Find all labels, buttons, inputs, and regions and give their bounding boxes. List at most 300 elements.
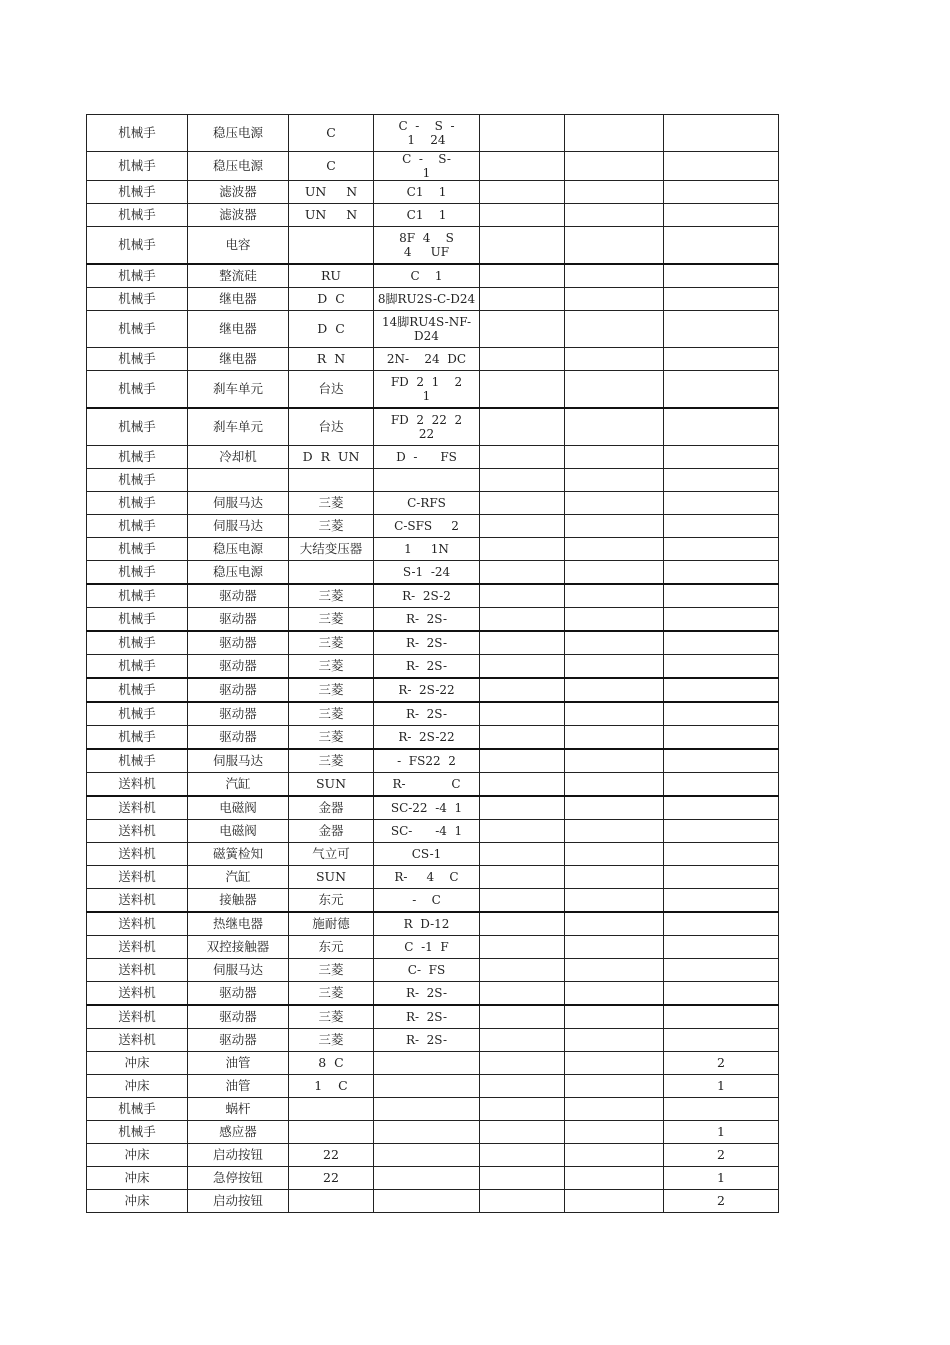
empty-cell: [480, 936, 565, 959]
qty-cell: [664, 726, 779, 750]
empty-cell: [565, 678, 664, 702]
brand-cell: 1 C: [289, 1075, 374, 1098]
table-row: [87, 936, 779, 959]
machine-cell: 机械手: [87, 608, 188, 632]
qty-cell: [664, 538, 779, 561]
brand-cell: C: [289, 115, 374, 152]
empty-cell: [565, 1144, 664, 1167]
empty-cell: [565, 1190, 664, 1213]
brand-cell: 三菱: [289, 608, 374, 632]
empty-cell: [480, 492, 565, 515]
table-row: [87, 515, 779, 538]
table-row: [87, 538, 779, 561]
empty-cell: [565, 982, 664, 1006]
qty-cell: [664, 181, 779, 204]
machine-cell: 送料机: [87, 866, 188, 889]
spec-cell: [374, 1052, 480, 1075]
item-cell: 稳压电源: [188, 152, 289, 181]
spec-cell: R- 2S-2: [374, 584, 480, 608]
spec-cell: [374, 1098, 480, 1121]
spec-cell: C- FS: [374, 959, 480, 982]
empty-cell: [480, 115, 565, 152]
empty-cell: [565, 152, 664, 181]
item-cell: 驱动器: [188, 678, 289, 702]
item-cell: 伺服马达: [188, 749, 289, 773]
item-cell: 稳压电源: [188, 115, 289, 152]
qty-cell: [664, 348, 779, 371]
table-row: [87, 678, 779, 702]
spec-cell: R D-12: [374, 912, 480, 936]
empty-cell: [565, 936, 664, 959]
machine-cell: 机械手: [87, 631, 188, 655]
brand-cell: 东元: [289, 889, 374, 913]
spec-cell: [374, 1075, 480, 1098]
item-cell: 伺服马达: [188, 959, 289, 982]
empty-cell: [565, 959, 664, 982]
item-cell: 稳压电源: [188, 538, 289, 561]
machine-cell: 送料机: [87, 820, 188, 843]
brand-cell: 22: [289, 1144, 374, 1167]
empty-cell: [565, 912, 664, 936]
brand-cell: R N: [289, 348, 374, 371]
table-row: [87, 631, 779, 655]
machine-cell: 送料机: [87, 936, 188, 959]
spec-cell: - C: [374, 889, 480, 913]
machine-cell: 送料机: [87, 889, 188, 913]
table-row: [87, 1005, 779, 1029]
spec-cell: R- C: [374, 773, 480, 797]
qty-cell: [664, 820, 779, 843]
empty-cell: [480, 1190, 565, 1213]
empty-cell: [480, 1121, 565, 1144]
qty-cell: 2: [664, 1190, 779, 1213]
table-row: [87, 889, 779, 913]
qty-cell: [664, 1098, 779, 1121]
table-row: [87, 1052, 779, 1075]
qty-cell: [664, 631, 779, 655]
spec-cell: [374, 1121, 480, 1144]
qty-cell: [664, 749, 779, 773]
table-row: [87, 288, 779, 311]
machine-cell: 机械手: [87, 584, 188, 608]
empty-cell: [480, 181, 565, 204]
spec-cell: [374, 1144, 480, 1167]
table-row: [87, 469, 779, 492]
qty-cell: [664, 515, 779, 538]
empty-cell: [480, 982, 565, 1006]
empty-cell: [480, 1075, 565, 1098]
item-cell: 接触器: [188, 889, 289, 913]
table-row: [87, 204, 779, 227]
table-row: [87, 912, 779, 936]
empty-cell: [480, 678, 565, 702]
spec-cell: C -1 F: [374, 936, 480, 959]
empty-cell: [565, 408, 664, 446]
brand-cell: D C: [289, 288, 374, 311]
empty-cell: [565, 1121, 664, 1144]
item-cell: [188, 469, 289, 492]
item-cell: 急停按钮: [188, 1167, 289, 1190]
empty-cell: [480, 912, 565, 936]
qty-cell: [664, 655, 779, 679]
empty-cell: [480, 796, 565, 820]
qty-cell: 1: [664, 1075, 779, 1098]
empty-cell: [480, 773, 565, 797]
empty-cell: [480, 227, 565, 265]
table-row: [87, 1075, 779, 1098]
empty-cell: [480, 749, 565, 773]
brand-cell: 金器: [289, 820, 374, 843]
brand-cell: 8 C: [289, 1052, 374, 1075]
spec-cell: [374, 1167, 480, 1190]
qty-cell: [664, 1005, 779, 1029]
item-cell: 蜗杆: [188, 1098, 289, 1121]
empty-cell: [565, 371, 664, 409]
empty-cell: [480, 152, 565, 181]
qty-cell: [664, 371, 779, 409]
spec-cell: C1 1: [374, 181, 480, 204]
machine-cell: 机械手: [87, 115, 188, 152]
item-cell: 继电器: [188, 348, 289, 371]
machine-cell: 冲床: [87, 1052, 188, 1075]
qty-cell: 1: [664, 1167, 779, 1190]
table-row: [87, 264, 779, 288]
brand-cell: 施耐德: [289, 912, 374, 936]
qty-cell: [664, 702, 779, 726]
item-cell: 刹车单元: [188, 408, 289, 446]
table-row: [87, 1121, 779, 1144]
item-cell: 驱动器: [188, 584, 289, 608]
machine-cell: 机械手: [87, 469, 188, 492]
spec-cell: [374, 469, 480, 492]
empty-cell: [565, 608, 664, 632]
empty-cell: [565, 538, 664, 561]
qty-cell: [664, 843, 779, 866]
brand-cell: 气立可: [289, 843, 374, 866]
table-row: [87, 115, 779, 152]
brand-cell: 三菱: [289, 515, 374, 538]
qty-cell: [664, 678, 779, 702]
empty-cell: [480, 408, 565, 446]
empty-cell: [565, 655, 664, 679]
spec-cell: CS-1: [374, 843, 480, 866]
empty-cell: [565, 584, 664, 608]
brand-cell: 三菱: [289, 1005, 374, 1029]
brand-cell: C: [289, 152, 374, 181]
machine-cell: 机械手: [87, 181, 188, 204]
qty-cell: [664, 204, 779, 227]
qty-cell: [664, 608, 779, 632]
item-cell: 稳压电源: [188, 561, 289, 585]
table-row: [87, 655, 779, 679]
qty-cell: [664, 561, 779, 585]
table-row: [87, 773, 779, 797]
table-row: [87, 561, 779, 585]
qty-cell: [664, 446, 779, 469]
item-cell: 驱动器: [188, 702, 289, 726]
item-cell: 汽缸: [188, 866, 289, 889]
qty-cell: [664, 152, 779, 181]
empty-cell: [480, 371, 565, 409]
spec-cell: R- 2S-: [374, 1029, 480, 1052]
qty-cell: [664, 866, 779, 889]
machine-cell: 送料机: [87, 773, 188, 797]
item-cell: 双控接触器: [188, 936, 289, 959]
empty-cell: [480, 726, 565, 750]
brand-cell: [289, 561, 374, 585]
qty-cell: [664, 889, 779, 913]
spec-cell: FD 2 22 2 22: [374, 408, 480, 446]
spec-cell: C 1: [374, 264, 480, 288]
spec-cell: R- 4 C: [374, 866, 480, 889]
empty-cell: [565, 181, 664, 204]
table-row: [87, 866, 779, 889]
machine-cell: 机械手: [87, 288, 188, 311]
brand-cell: D R UN: [289, 446, 374, 469]
item-cell: 驱动器: [188, 1005, 289, 1029]
spec-cell: R- 2S-: [374, 702, 480, 726]
empty-cell: [480, 1029, 565, 1052]
empty-cell: [565, 1029, 664, 1052]
empty-cell: [565, 1075, 664, 1098]
brand-cell: 台达: [289, 371, 374, 409]
qty-cell: 2: [664, 1052, 779, 1075]
spec-cell: - FS22 2: [374, 749, 480, 773]
machine-cell: 机械手: [87, 702, 188, 726]
spec-cell: R- 2S-: [374, 1005, 480, 1029]
spec-cell: C-RFS: [374, 492, 480, 515]
item-cell: 感应器: [188, 1121, 289, 1144]
spec-cell: R- 2S-: [374, 631, 480, 655]
parts-table: [86, 114, 779, 1213]
empty-cell: [565, 889, 664, 913]
spec-cell: R- 2S-: [374, 608, 480, 632]
empty-cell: [565, 561, 664, 585]
table-row: [87, 1144, 779, 1167]
qty-cell: [664, 1029, 779, 1052]
spec-cell: SC-22 -4 1: [374, 796, 480, 820]
table-row: [87, 152, 779, 181]
item-cell: 汽缸: [188, 773, 289, 797]
brand-cell: [289, 227, 374, 265]
item-cell: 继电器: [188, 311, 289, 348]
table-row: [87, 820, 779, 843]
empty-cell: [480, 608, 565, 632]
empty-cell: [565, 843, 664, 866]
brand-cell: SUN: [289, 866, 374, 889]
empty-cell: [480, 820, 565, 843]
brand-cell: 三菱: [289, 678, 374, 702]
table-row: [87, 584, 779, 608]
empty-cell: [565, 702, 664, 726]
empty-cell: [565, 1052, 664, 1075]
empty-cell: [480, 1167, 565, 1190]
item-cell: 驱动器: [188, 726, 289, 750]
empty-cell: [480, 538, 565, 561]
item-cell: 电磁阀: [188, 796, 289, 820]
qty-cell: [664, 227, 779, 265]
empty-cell: [565, 1167, 664, 1190]
machine-cell: 机械手: [87, 371, 188, 409]
item-cell: 油管: [188, 1075, 289, 1098]
empty-cell: [565, 1098, 664, 1121]
brand-cell: [289, 1121, 374, 1144]
qty-cell: [664, 469, 779, 492]
table-row: [87, 796, 779, 820]
table-row: [87, 348, 779, 371]
brand-cell: 三菱: [289, 1029, 374, 1052]
spec-cell: 2N- 24 DC: [374, 348, 480, 371]
table-row: [87, 1190, 779, 1213]
spec-cell: R- 2S-22: [374, 726, 480, 750]
empty-cell: [480, 1098, 565, 1121]
table-row: [87, 227, 779, 265]
machine-cell: 机械手: [87, 655, 188, 679]
brand-cell: [289, 469, 374, 492]
brand-cell: 三菱: [289, 631, 374, 655]
table-row: [87, 702, 779, 726]
spec-cell: D - FS: [374, 446, 480, 469]
item-cell: 驱动器: [188, 631, 289, 655]
machine-cell: 机械手: [87, 726, 188, 750]
brand-cell: 大结变压器: [289, 538, 374, 561]
table-row: [87, 492, 779, 515]
item-cell: 电容: [188, 227, 289, 265]
spec-cell: S-1 -24: [374, 561, 480, 585]
brand-cell: 三菱: [289, 584, 374, 608]
item-cell: 刹车单元: [188, 371, 289, 409]
item-cell: 启动按钮: [188, 1144, 289, 1167]
item-cell: 启动按钮: [188, 1190, 289, 1213]
qty-cell: 1: [664, 1121, 779, 1144]
empty-cell: [565, 492, 664, 515]
empty-cell: [480, 866, 565, 889]
item-cell: 伺服马达: [188, 515, 289, 538]
qty-cell: [664, 408, 779, 446]
qty-cell: [664, 773, 779, 797]
empty-cell: [565, 227, 664, 265]
spec-cell: FD 2 1 2 1: [374, 371, 480, 409]
spec-cell: R- 2S-: [374, 655, 480, 679]
table-row: [87, 371, 779, 409]
item-cell: 伺服马达: [188, 492, 289, 515]
table-row: [87, 608, 779, 632]
empty-cell: [480, 889, 565, 913]
spec-cell: C-SFS 2: [374, 515, 480, 538]
machine-cell: 送料机: [87, 1029, 188, 1052]
machine-cell: 送料机: [87, 843, 188, 866]
table-row: [87, 181, 779, 204]
empty-cell: [480, 1052, 565, 1075]
item-cell: 驱动器: [188, 1029, 289, 1052]
brand-cell: 三菱: [289, 726, 374, 750]
machine-cell: 机械手: [87, 348, 188, 371]
item-cell: 电磁阀: [188, 820, 289, 843]
qty-cell: [664, 288, 779, 311]
machine-cell: 机械手: [87, 152, 188, 181]
machine-cell: 机械手: [87, 538, 188, 561]
table-row: [87, 446, 779, 469]
empty-cell: [480, 446, 565, 469]
machine-cell: 冲床: [87, 1167, 188, 1190]
brand-cell: SUN: [289, 773, 374, 797]
machine-cell: 送料机: [87, 1005, 188, 1029]
spec-cell: [374, 1190, 480, 1213]
brand-cell: 三菱: [289, 959, 374, 982]
item-cell: 冷却机: [188, 446, 289, 469]
item-cell: 继电器: [188, 288, 289, 311]
empty-cell: [565, 796, 664, 820]
empty-cell: [565, 866, 664, 889]
brand-cell: [289, 1098, 374, 1121]
table-row: [87, 726, 779, 750]
empty-cell: [480, 288, 565, 311]
brand-cell: 三菱: [289, 749, 374, 773]
empty-cell: [565, 469, 664, 492]
spec-cell: SC- -4 1: [374, 820, 480, 843]
table-row: [87, 1098, 779, 1121]
empty-cell: [480, 264, 565, 288]
item-cell: 滤波器: [188, 204, 289, 227]
empty-cell: [565, 115, 664, 152]
machine-cell: 机械手: [87, 749, 188, 773]
qty-cell: [664, 115, 779, 152]
empty-cell: [565, 749, 664, 773]
item-cell: 磁簧检知: [188, 843, 289, 866]
empty-cell: [565, 264, 664, 288]
item-cell: 驱动器: [188, 982, 289, 1006]
machine-cell: 冲床: [87, 1144, 188, 1167]
empty-cell: [565, 446, 664, 469]
empty-cell: [480, 631, 565, 655]
qty-cell: 2: [664, 1144, 779, 1167]
qty-cell: [664, 936, 779, 959]
table-row: [87, 982, 779, 1006]
machine-cell: 机械手: [87, 492, 188, 515]
empty-cell: [480, 843, 565, 866]
machine-cell: 机械手: [87, 204, 188, 227]
empty-cell: [565, 820, 664, 843]
brand-cell: 三菱: [289, 655, 374, 679]
empty-cell: [480, 515, 565, 538]
brand-cell: D C: [289, 311, 374, 348]
table-row: [87, 843, 779, 866]
machine-cell: 机械手: [87, 264, 188, 288]
empty-cell: [480, 584, 565, 608]
empty-cell: [480, 311, 565, 348]
empty-cell: [565, 515, 664, 538]
brand-cell: 东元: [289, 936, 374, 959]
qty-cell: [664, 311, 779, 348]
spec-cell: C1 1: [374, 204, 480, 227]
empty-cell: [565, 348, 664, 371]
machine-cell: 送料机: [87, 982, 188, 1006]
empty-cell: [565, 288, 664, 311]
item-cell: 热继电器: [188, 912, 289, 936]
spec-cell: R- 2S-22: [374, 678, 480, 702]
empty-cell: [565, 311, 664, 348]
empty-cell: [480, 561, 565, 585]
table-row: [87, 959, 779, 982]
brand-cell: UN N: [289, 204, 374, 227]
qty-cell: [664, 796, 779, 820]
table-row: [87, 311, 779, 348]
machine-cell: 机械手: [87, 515, 188, 538]
empty-cell: [565, 1005, 664, 1029]
brand-cell: RU: [289, 264, 374, 288]
spec-cell: C - S - 1 24: [374, 115, 480, 152]
machine-cell: 送料机: [87, 959, 188, 982]
